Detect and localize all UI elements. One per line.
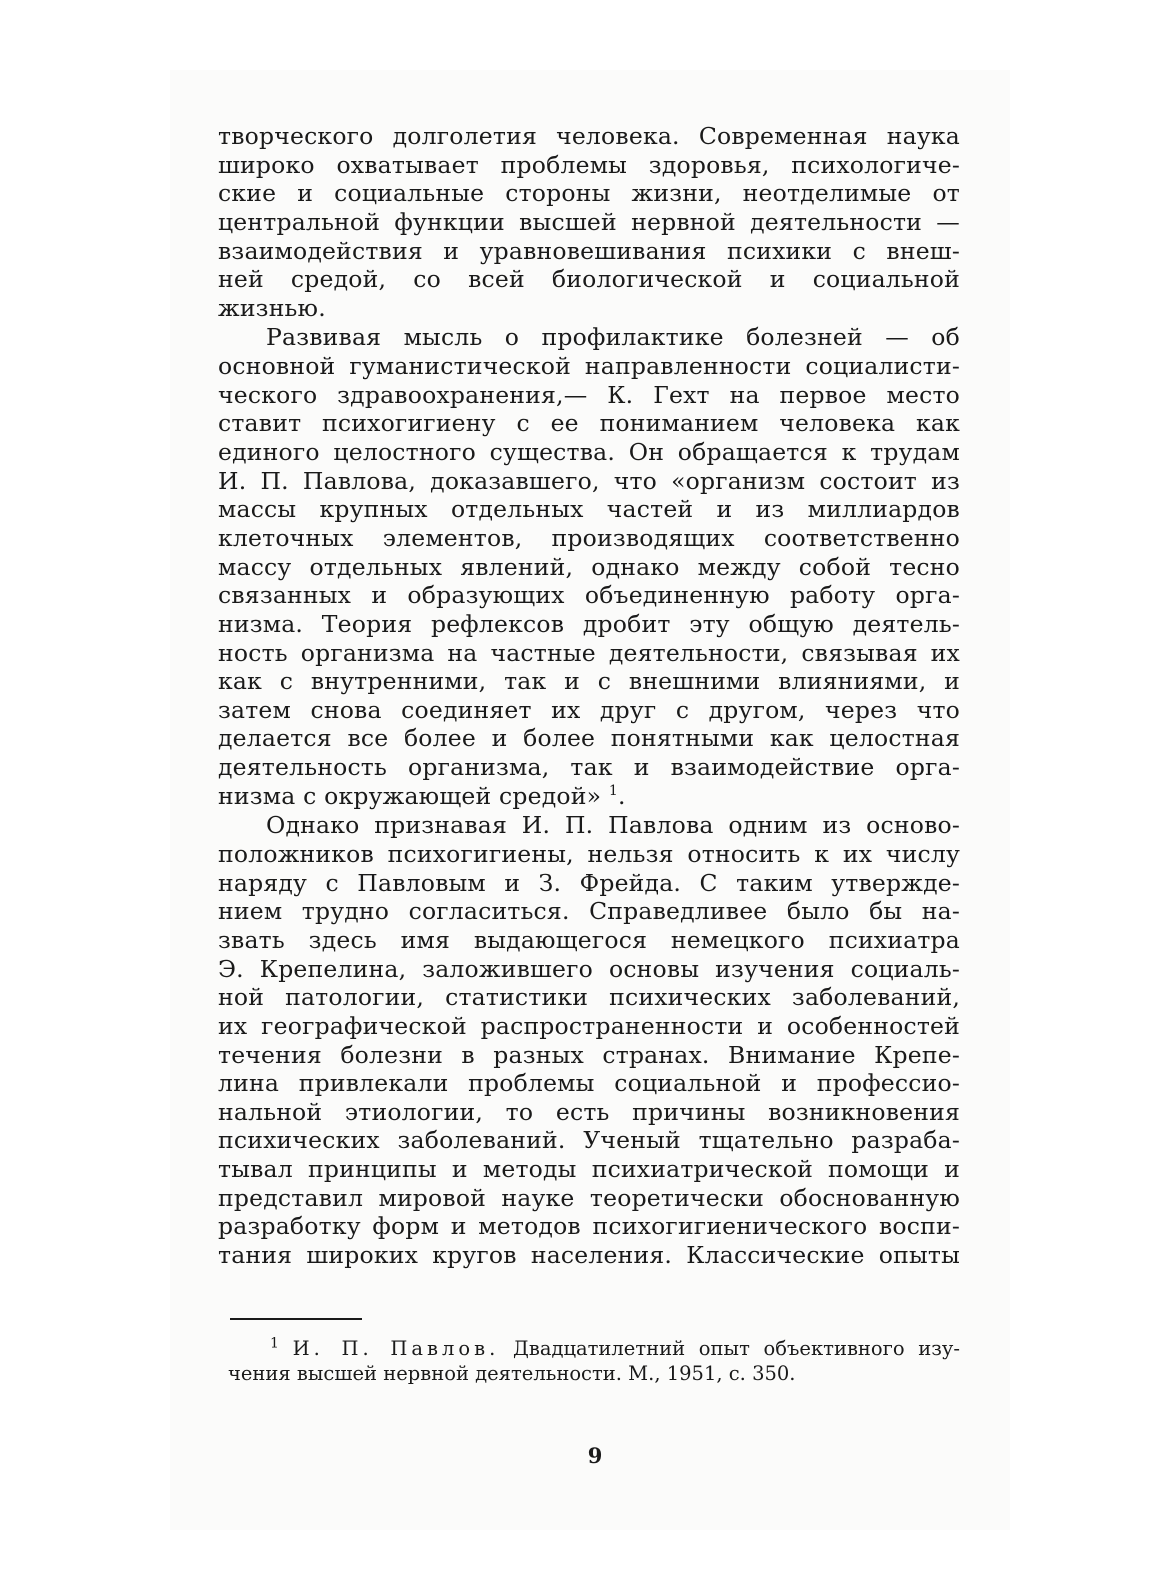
footnote-title: Двадцатилетний опыт объективного изу- [513,1337,960,1360]
text-line: ность организма на частные деятельности, связывая их [218,638,960,667]
text-line: основной гуманистической направленности социалисти- [218,352,960,381]
text-line: ские и социальные стороны жизни, неотделимые от [218,179,960,208]
footnote-line: чения высшей нервной деятельности. М., 1951, с. 350. [228,1362,796,1385]
text-line: центральной функции высшей нервной деятельности — [218,207,960,236]
text-line: ческого здравоохранения,— К. Гехт на первое место [218,380,960,409]
text-line: клеточных элементов, производящих соответственно [218,523,960,552]
paragraph-3 [218,811,960,1269]
text-line: течения болезни в разных странах. Внимание Крепе- [218,1040,960,1069]
text-line: нальной этиологии, то есть причины возникновения [218,1097,960,1126]
paragraph-2 [218,323,960,810]
text-line: ней средой, со всей биологической и социальной [218,265,960,294]
text-line: связанных и образующих объединенную работу орга- [218,581,960,610]
text-line: деятельность организма, так и взаимодействие орга- [218,753,960,782]
text-line: жизнью. [218,293,326,322]
text-line: их географической распространенности и особенностей [218,1011,960,1040]
text-line: лина привлекали проблемы социальной и профессио- [218,1069,960,1098]
text-line: единого целостного существа. Он обращается к трудам [218,438,960,467]
text-line-with-footnote: низма с окружающей средой» $^1$. [218,781,626,810]
text-line: наряду с Павловым и З. Фрейда. С таким утвержде- [218,868,960,897]
text-line: творческого долголетия человека. Современная наука [218,122,960,150]
text-line: тания широких кругов населения. Классические опыты [218,1240,960,1269]
text-line-content: низма с окружающей средой» [218,781,602,810]
page-number: 9 [587,1443,603,1468]
footnote-author: И. П. Павлов. [292,1337,500,1360]
text-line: взаимодействия и уравновешивания психики с внеш- [218,236,960,265]
text-line: И. П. Павлова, доказавшего, что «организм состоит из [218,466,960,495]
text-line: представил мировой науке теоретически обоснованную [218,1183,960,1212]
text-line: затем снова соединяет их друг с другом, через что [218,695,960,724]
text-line: Однако признавая И. П. Павлова одним из осново- [266,811,960,840]
footnote-marker: 1 [270,1335,279,1352]
footnote-reference[interactable]: 1 [608,782,618,799]
body-text [218,122,960,1270]
footnote-divider [230,1318,362,1320]
text-line: звать здесь имя выдающегося немецкого психиатра [218,925,960,954]
text-line: нием трудно согласиться. Справедливее было бы на- [218,897,960,926]
paragraph-1 [218,122,960,322]
text-line: тывал принципы и методы психиатрической помощи и [218,1155,960,1184]
text-line: низма. Теория рефлексов дробит эту общую деятель- [218,609,960,638]
text-line: Э. Крепелина, заложившего основы изучения социаль- [218,954,960,983]
text-line: делается все более и более понятными как целостная [218,724,960,753]
footnote [228,1336,960,1386]
text-line: массу отдельных явлений, однако между собой тесно [218,552,960,581]
text-line: ставит психогигиену с ее пониманием человека как [218,409,960,438]
text-line: широко охватывает проблемы здоровья, психологиче- [218,150,960,179]
text-line: разработку форм и методов психогигиенического воспи- [218,1212,960,1241]
text-line: как с внутренними, так и с внешними влияниями, и [218,667,960,696]
text-line: массы крупных отдельных частей и из миллиардов [218,495,960,524]
text-line: ной патологии, статистики психических заболеваний, [218,983,960,1012]
text-line: психических заболеваний. Ученый тщательно разраба- [218,1126,960,1155]
text-line: Развивая мысль о профилактике болезней — об [266,323,960,352]
footnote-line [228,1336,960,1361]
text-line: положников психогигиены, нельзя относить к их числу [218,840,960,869]
